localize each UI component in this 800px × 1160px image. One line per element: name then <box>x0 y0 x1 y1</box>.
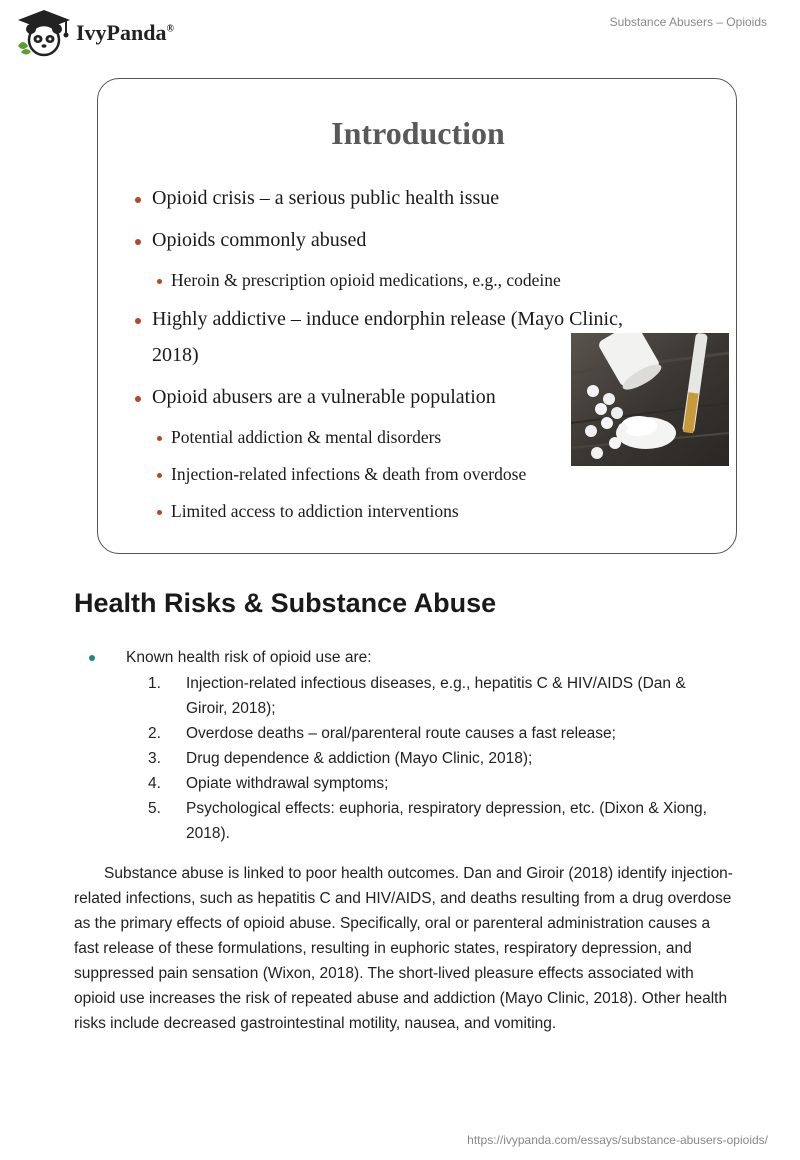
bullet-dot <box>157 473 162 478</box>
logo-wordmark: IvyPanda® <box>76 20 174 45</box>
slide-bullet: Opioid crisis – a serious public health issue <box>152 187 499 210</box>
list-text: Psychological effects: euphoria, respiratory depression, etc. (Dixon & Xiong, 2018). <box>186 800 707 842</box>
slide-sub-bullet: Potential addiction & mental disorders <box>171 427 441 448</box>
list-bullet <box>89 655 95 661</box>
slide-sub-bullet: Heroin & prescription opioid medications, e.g., codeine <box>171 270 561 291</box>
bullet-dot <box>135 239 141 245</box>
list-text: Opiate withdrawal symptoms; <box>186 775 389 792</box>
slide-bullet: Opioid abusers are a vulnerable population <box>152 386 496 409</box>
slide-bullet-continuation: 2018) <box>152 344 199 366</box>
bullet-dot <box>135 197 141 203</box>
bullet-dot <box>135 318 141 324</box>
pills-syringe-photo <box>571 333 729 466</box>
list-number: 5. <box>148 800 161 817</box>
list-number: 2. <box>148 725 161 742</box>
body-paragraph: Substance abuse is linked to poor health outcomes. Dan and Giroir (2018) identify injection-related infections, such as hepatitis C and HIV/AIDS, and deaths resulting from a drug overdose as the primary effects of opioid abuse. Specifically, oral or parenteral administration causes a fast release of these formulations, resulting in euphoric states, respiratory depression, and suppressed pain sensation (Wixon, 2018). The short-lived pleasure effects associated with opioid use increases the risk of repeated abuse and addiction (Mayo Clinic, 2018). Other health risks include decreased gastrointestinal motility, nausea, and vomiting. <box>74 865 733 1032</box>
introduction-slide <box>97 78 737 554</box>
slide-sub-bullet: Limited access to addiction interventions <box>171 501 459 522</box>
list-intro: Known health risk of opioid use are: <box>126 649 372 666</box>
panda-graduate-icon <box>14 8 74 58</box>
list-text: Drug dependence & addiction (Mayo Clinic, 2018); <box>186 750 533 767</box>
page-header <box>0 0 800 70</box>
section-heading: Health Risks & Substance Abuse <box>74 588 497 618</box>
slide-title: Introduction <box>331 115 505 151</box>
bullet-dot <box>157 436 162 441</box>
bullet-dot <box>157 510 162 515</box>
bullet-dot <box>135 396 141 402</box>
slide-bullet: Opioids commonly abused <box>152 229 366 252</box>
list-text: Overdose deaths – oral/parenteral route causes a fast release; <box>186 725 616 742</box>
slide-bullet: Highly addictive – induce endorphin release (Mayo Clinic, <box>152 308 623 331</box>
list-number: 4. <box>148 775 161 792</box>
bullet-dot <box>157 279 162 284</box>
list-number: 3. <box>148 750 161 767</box>
slide-sub-bullet: Injection-related infections & death from overdose <box>171 464 526 485</box>
ivypanda-logo[interactable] <box>14 8 184 58</box>
source-url-link[interactable]: https://ivypanda.com/essays/substance-abusers-opioids/ <box>467 1133 768 1147</box>
document-title: Substance Abusers – Opioids <box>609 15 767 29</box>
list-text: Injection-related infectious diseases, e.g., hepatitis C & HIV/AIDS (Dan & Giroir, 2018); <box>186 675 686 717</box>
list-number: 1. <box>148 675 161 692</box>
